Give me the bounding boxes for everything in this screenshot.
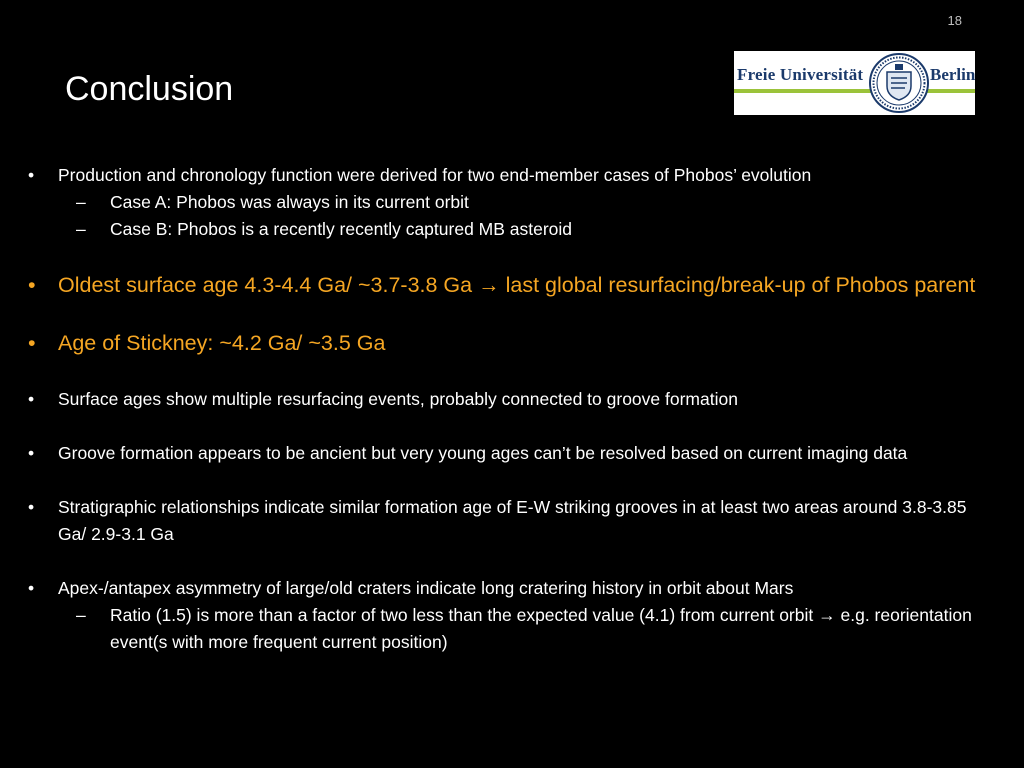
bullet-text: Apex-/antapex asymmetry of large/old craters indicate long cratering history in orbit about Mars [58,578,794,598]
bullet-item-3 [28,327,998,360]
fu-berlin-logo [734,51,975,115]
bullet-text: Production and chronology function were derived for two end-member cases of Phobos’ evolution [58,165,812,185]
dash-marker: – [76,192,86,212]
bullet-text: Surface ages show multiple resurfacing events, probably connected to groove formation [58,389,738,409]
bullet-text-after: last global resurfacing/break-up of Phobos parent [505,273,976,297]
sub-bullet-text: Case B: Phobos is a recently recently captured MB asteroid [110,219,573,239]
bullet-item-2 [28,269,998,302]
bullet-marker: • [28,389,35,409]
logo-text-left: Freie Universität [737,65,864,84]
sub-bullet-text: Case A: Phobos was always in its current orbit [110,192,469,212]
bullet-marker: • [28,331,36,355]
bullet-text: Age of Stickney: ~4.2 Ga/ ~3.5 Ga [58,331,386,355]
slide-number: 18 [947,13,962,28]
bullet-text: Groove formation appears to be ancient but very young ages can’t be resolved based on current imaging data [58,443,908,463]
arrow-right-icon: → [478,273,500,297]
sub-bullet-item-1b [28,216,998,243]
bullet-item-5 [28,440,998,467]
bullet-marker: • [28,443,35,463]
slide-title: Conclusion [65,70,234,108]
arrow-right-icon: → [818,605,836,625]
bullet-marker: • [28,497,35,517]
bullet-text-before: Oldest surface age 4.3-4.4 Ga/ ~3.7-3.8 Ga [58,273,473,297]
bullet-text: Stratigraphic relationships indicate similar formation age of E-W striking grooves in at least two areas around 3.8-3.85 Ga/ 2.9-3.1 Ga [58,497,967,544]
bullet-marker: • [28,578,35,598]
bullet-item-7 [28,575,998,602]
dash-marker: – [76,605,86,625]
sub-bullet-text-before: Ratio (1.5) is more than a factor of two less than the expected value (4.1) from current orbit [110,605,814,625]
bullet-item-1 [28,162,998,189]
bullet-marker: • [28,273,36,297]
sub-bullet-item-1a [28,189,998,216]
bullet-list [28,162,998,656]
sub-bullet-item-7a [28,602,998,656]
bullet-item-6 [28,494,998,548]
logo-text-right: Berlin [930,65,976,84]
logo-green-stripe [734,89,975,93]
dash-marker: – [76,219,86,239]
bullet-item-4 [28,386,998,413]
bullet-marker: • [28,165,35,185]
sub-bullet-text-after: e.g. reorientation event(s with more frequent current position) [110,605,972,652]
university-seal-icon [868,52,930,114]
